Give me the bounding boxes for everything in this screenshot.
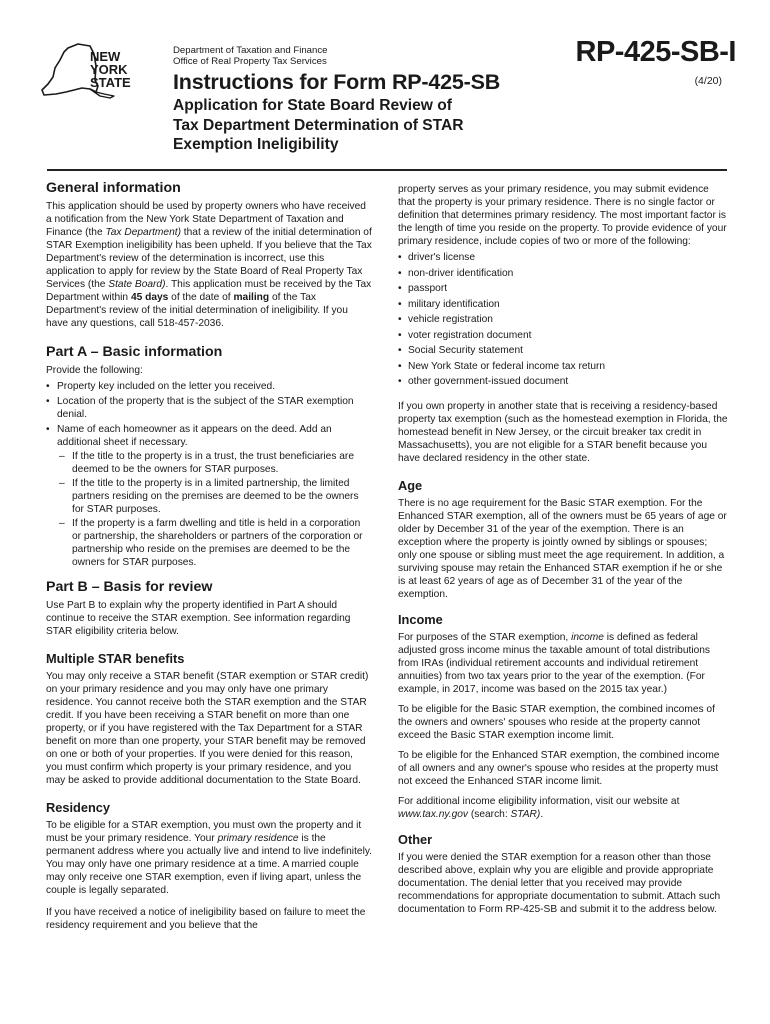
list-item: • New York State or federal income tax return bbox=[398, 360, 728, 376]
svg-text:STATE: STATE bbox=[90, 75, 131, 90]
list-item: • military identification bbox=[398, 298, 728, 314]
other-text: If you were denied the STAR exemption for a reason other than those described above, explain why you are eligible and provide appropriate documentation. The denial letter that you received may provide recommendations for appropriate documentation to submit. Attach such documentation to Form RP-425-SB and submit it to the address below. bbox=[398, 851, 721, 915]
residency-text: To be eligible for a STAR exemption, you must own the property and it must be your primary residence. Your primary residence is the permanent address where you actually live and intend to live indefinitely. You may only have one primary residence at a time. A married couple may only receive one STAR exemption, even if living apart, unless the couple is legally separated. bbox=[46, 820, 372, 896]
residency-heading: Residency bbox=[46, 800, 111, 815]
form-number: RP-425-SB-I bbox=[575, 36, 736, 68]
list-item: – If the title to the property is in a trust, the trust beneficiaries are deemed to be the owners for STAR purposes. bbox=[57, 450, 372, 476]
basic-income-text: To be eligible for the Basic STAR exemption, the combined incomes of the owners and owners' spouses who reside at the property cannot exceed the Basic STAR exemption income limit. bbox=[398, 703, 715, 741]
list-item: • Location of the property that is the subject of the STAR exemption denial. bbox=[46, 395, 372, 421]
part-a-heading: Part A – Basic information bbox=[46, 344, 223, 360]
right-column bbox=[398, 183, 728, 923]
multiple-star-heading: Multiple STAR benefits bbox=[46, 651, 185, 666]
list-item: • Name of each homeowner as it appears on the deed. Add an additional sheet if necessary. – If the title to the property is in a trust, the trust beneficiaries are deemed to be the owners for STAR purposes. – If the title to the property is in a limited partnership, the limited partners residing on the premises are deemed to be the owners for STAR purposes. – If the property is a farm dwelling and title is held in a corporation or partnership, the shareholders or partners of the corporation or partnership who reside on the premises are deemed to be the owners for STAR purposes. bbox=[46, 423, 372, 569]
left-column bbox=[46, 180, 372, 939]
general-information-heading: General information bbox=[46, 180, 181, 196]
form-date: (4/20) bbox=[694, 75, 722, 87]
svg-text:YORK: YORK bbox=[90, 62, 128, 77]
dept-line-2: Office of Real Property Tax Services bbox=[173, 56, 327, 67]
department-name bbox=[173, 45, 327, 67]
residency-evidence-text: property serves as your primary residence, you may submit evidence that the property is your primary residence. There is no single factor or definition that determines primary residency. The most important factor is the length of time you reside on the property. To provide evidence of your primary residence, include copies of two or more of the following: bbox=[398, 184, 727, 247]
part-a-intro: Provide the following: bbox=[46, 365, 143, 376]
other-heading: Other bbox=[398, 831, 433, 847]
list-item: • voter registration document bbox=[398, 329, 728, 345]
list-item: • Social Security statement bbox=[398, 344, 728, 360]
list-item: • passport bbox=[398, 282, 728, 298]
svg-text:NEW: NEW bbox=[90, 49, 121, 64]
document-title: Instructions for Form RP-425-SB bbox=[173, 70, 501, 94]
nys-logo bbox=[38, 40, 148, 104]
list-item: – If the title to the property is in a limited partnership, the limited partners residing on the premises are deemed to be the owners for STAR purposes. bbox=[57, 477, 372, 516]
part-b-heading: Part B – Basis for review bbox=[46, 579, 213, 595]
owner-rules-list bbox=[57, 450, 372, 569]
list-item: • non-driver identification bbox=[398, 267, 728, 283]
enhanced-income-text: To be eligible for the Enhanced STAR exemption, the combined income of all owners and any owner's spouse who resides at the property must not exceed the Enhanced STAR income limit. bbox=[398, 749, 720, 787]
other-state-text: If you own property in another state that is receiving a residency-based property tax exemption (such as the homestead exemption in Florida, the homestead benefit in New Jersey, or the circuit breaker tax credit in Massachusetts), you are not eligible for a STAR benefit because you have declared residency in the other state. bbox=[398, 400, 728, 464]
list-item: – If the property is a farm dwelling and title is held in a corporation or partnership, the shareholders or partners of the corporation or partnership who reside on the premises are deemed to be the owners for STAR purposes. bbox=[57, 517, 372, 569]
dept-line-1: Department of Taxation and Finance bbox=[173, 45, 328, 56]
subtitle-line: Tax Department Determination of STAR bbox=[173, 116, 464, 134]
part-b-text: Use Part B to explain why the property identified in Part A should continue to receive the STAR exemption. See information regarding STAR eligibility criteria below. bbox=[46, 600, 351, 637]
general-information-text: This application should be used by property owners who have received a notification from the New York State Department of Taxation and Finance (the Tax Department) that a review of the initial determination of STAR Exemption ineligibility has been upheld. If you believe that the Tax Department's review of the determination is incorrect, use this application to apply for review by the State Board of Real Property Tax Services (the State Board). This application must be received by the Tax Department within 45 days of the date of mailing of the Tax Department's review of the initial determination of ineligibility. If you have any questions, call 518-457-2036. bbox=[46, 201, 372, 329]
age-heading: Age bbox=[398, 477, 423, 493]
residency-text-2: If you have received a notice of ineligibility based on failure to meet the residency requirement and you believe that the bbox=[46, 907, 366, 931]
multiple-star-text: You may only receive a STAR benefit (STAR exemption or STAR credit) on your primary residence and you may only have one primary residence. You cannot receive both the STAR exemption and the STAR credit. If you have been receiving a STAR benefit on more than one property, or if you have registered with the Tax Department for a STAR benefit on more than one property, your STAR benefit may be removed on one or both of your properties. If you were denied for this reason, you must confirm which property is your primary residence, and you may be asked to provide additional documentation to the State Board. bbox=[46, 671, 369, 786]
income-website-text: For additional income eligibility information, visit our website at www.tax.ny.gov (search: STAR). bbox=[398, 795, 680, 820]
header-divider bbox=[47, 169, 727, 171]
document-subtitle bbox=[173, 96, 513, 155]
website-link[interactable]: www.tax.ny.gov bbox=[398, 808, 469, 820]
part-a-list bbox=[46, 380, 372, 569]
list-item: • vehicle registration bbox=[398, 313, 728, 329]
list-item: • other government-issued document bbox=[398, 375, 728, 391]
new-york-state-map-icon bbox=[38, 40, 148, 104]
income-heading: Income bbox=[398, 611, 443, 627]
list-item: • Property key included on the letter you received. bbox=[46, 380, 372, 393]
residency-documents-list bbox=[398, 251, 728, 391]
subtitle-line: Application for State Board Review of bbox=[173, 97, 452, 114]
subtitle-line: Exemption Ineligibility bbox=[173, 136, 339, 153]
age-text: There is no age requirement for the Basic STAR exemption. For the Enhanced STAR exemption, all of the owners must be 65 years of age or older by December 31 of the year of the exemption. There is an exception where the property is jointly owned by siblings or spouses; only one spouse or sibling must meet the age requirement. In addition, a surviving spouse may retain the Enhanced STAR exemption if he or she is at least 62 years of age as of December 31 of the year of the exemption. bbox=[398, 497, 727, 600]
income-definition-text: For purposes of the STAR exemption, income is defined as federal adjusted gross income minus the taxable amount of total distributions from IRAs (individual retirement accounts and individual retirement annuities) from two tax years prior to the year of the exemption. (For example, in 2017, income was based on the 2015 tax year.) bbox=[398, 631, 711, 695]
list-item: • driver's license bbox=[398, 251, 728, 267]
